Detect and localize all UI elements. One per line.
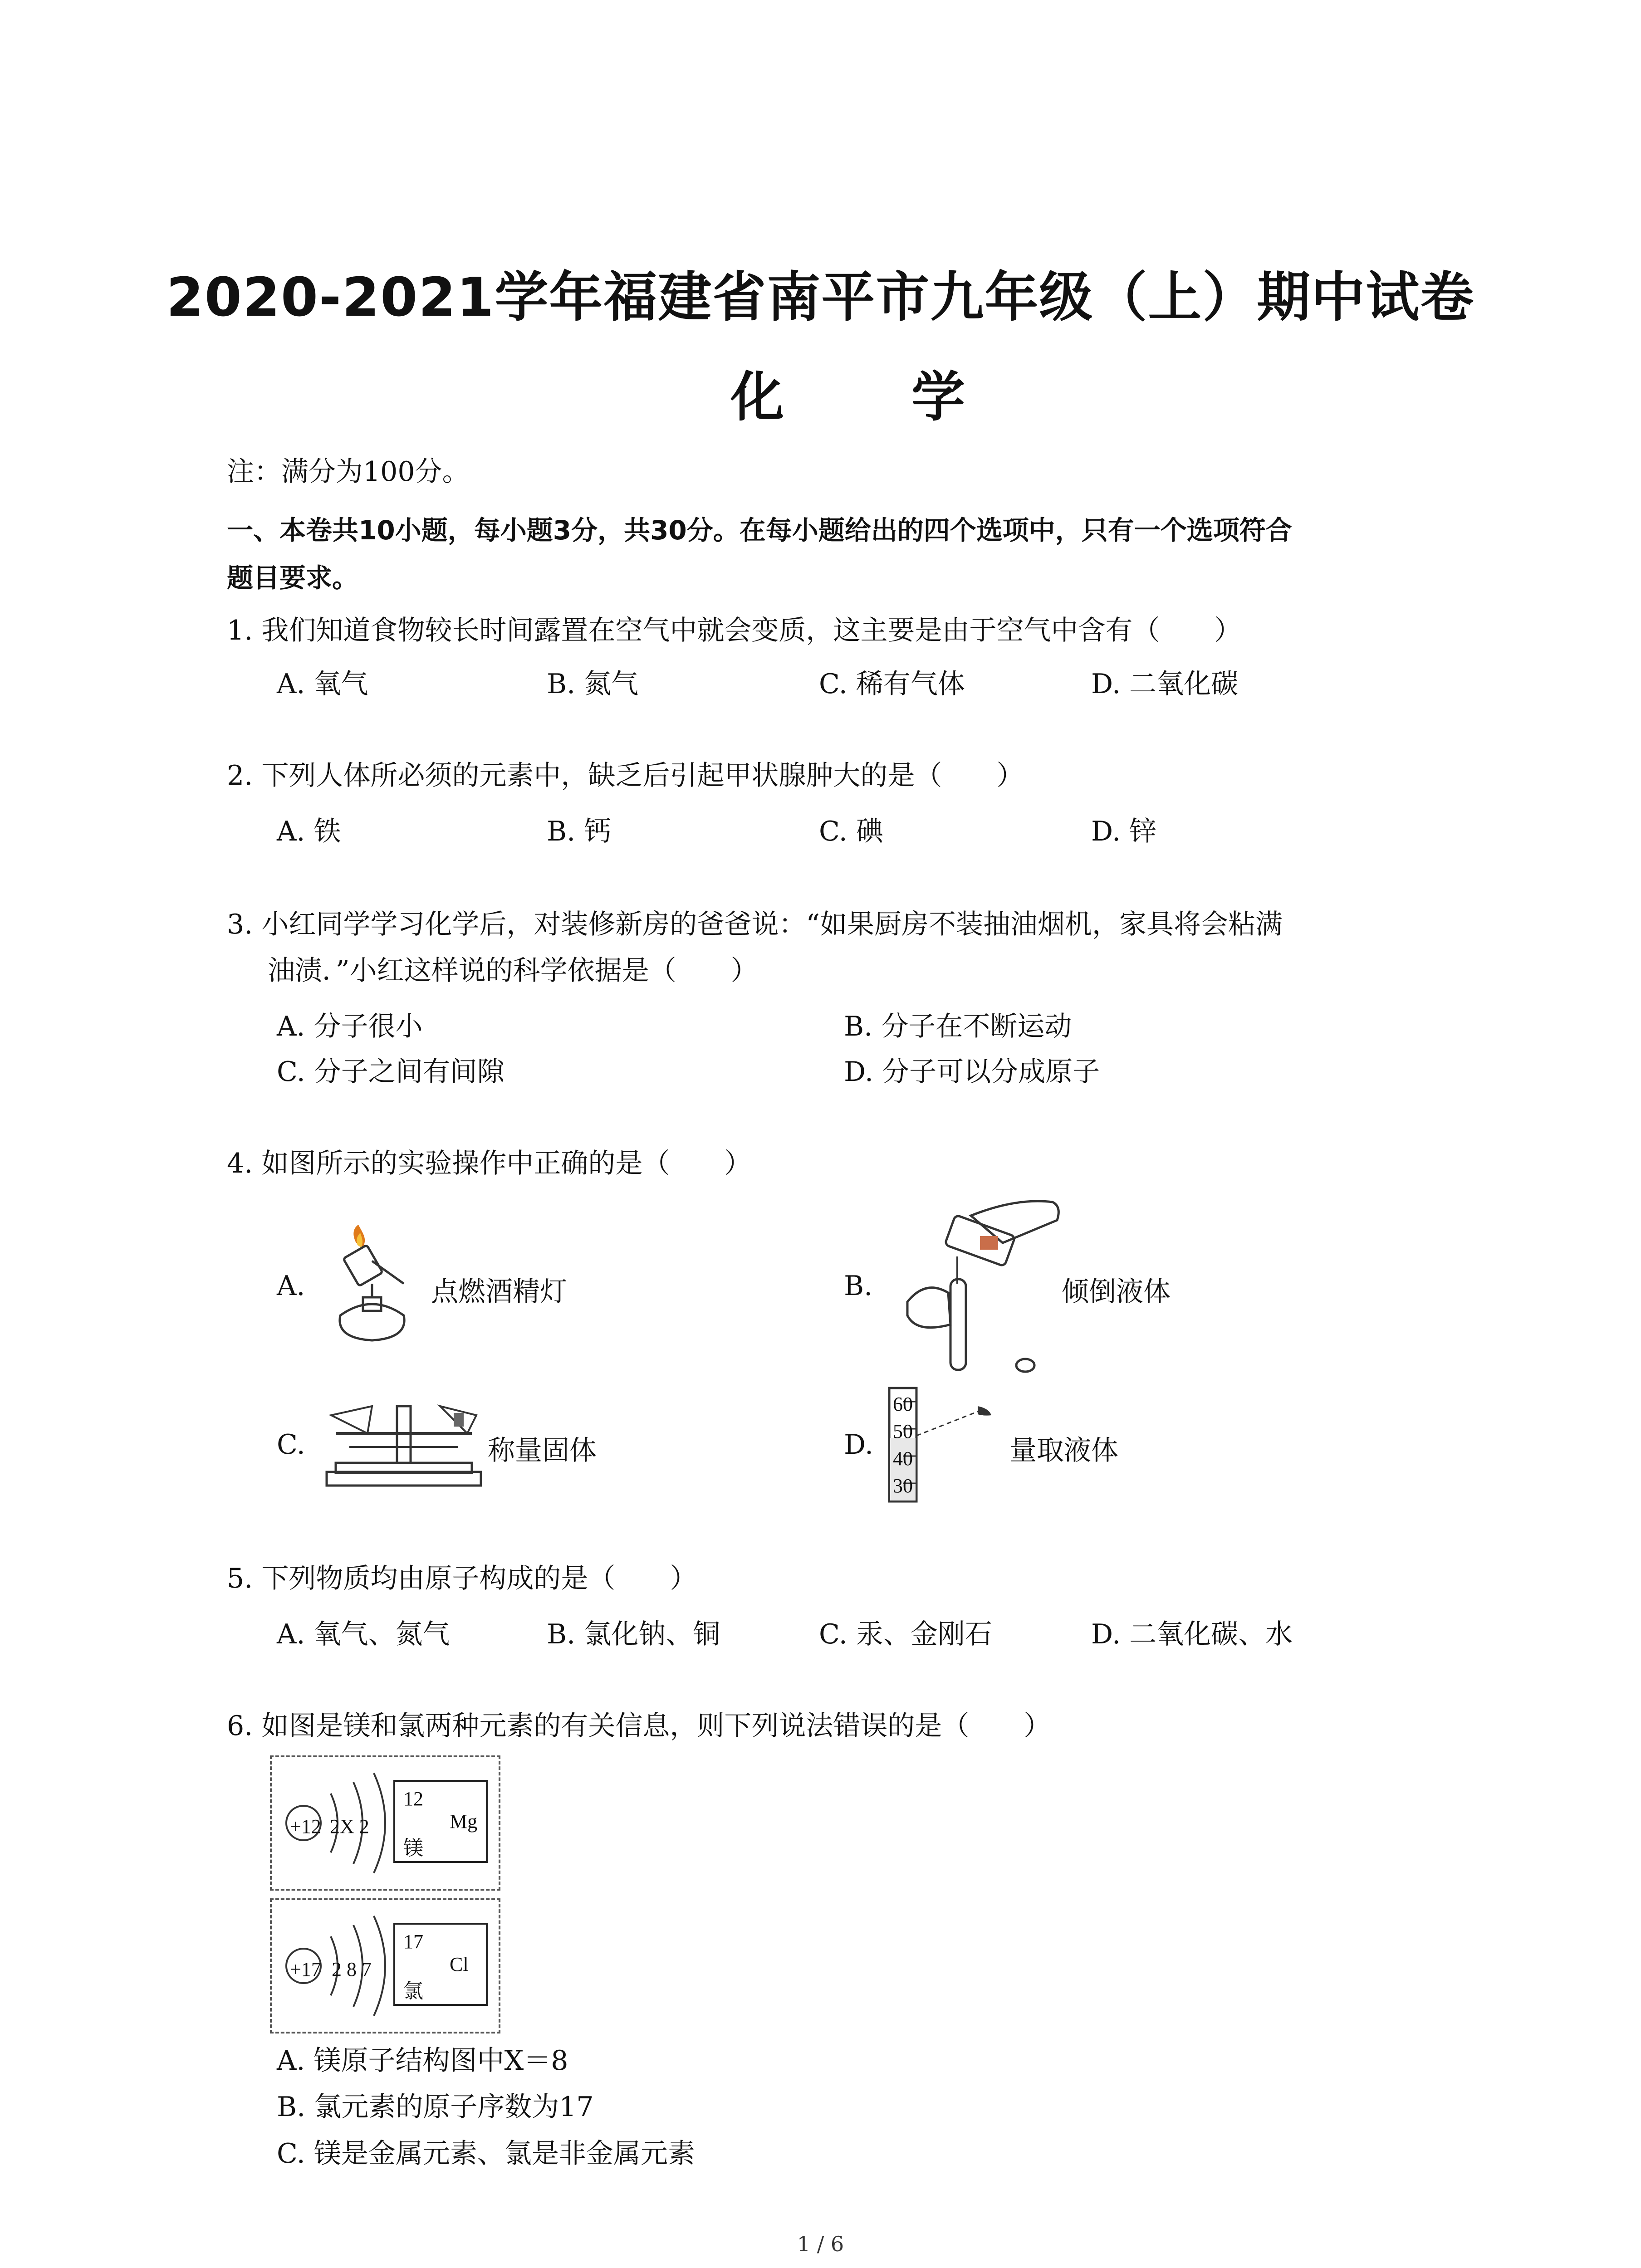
q5-option-a: A. 氧气、氮气: [277, 1618, 450, 1650]
cylinder-tick-50: 50: [893, 1420, 913, 1442]
q2-option-c: C. 碘: [819, 816, 883, 847]
cl-atomic-number: 17: [403, 1931, 423, 1953]
cl-element-symbol: Cl: [450, 1953, 469, 1975]
mg-element-symbol: Mg: [450, 1810, 478, 1833]
cl-nucleus-charge: +17: [290, 1958, 321, 1980]
score-note: 注：满分为100分。: [227, 456, 470, 488]
cl-electron-shells: 2 8 7: [332, 1958, 372, 1980]
section-heading-line1: 一、本卷共10小题，每小题3分，共30分。在每小题给出的四个选项中，只有一个选项符合: [227, 515, 1292, 546]
mg-element-cell: [393, 1780, 488, 1863]
q2-option-d: D. 锌: [1091, 816, 1157, 847]
chlorine-info-box: [270, 1898, 500, 2033]
q6-option-b: B. 氯元素的原子序数为17: [277, 2091, 594, 2123]
magnesium-info-box: [270, 1755, 500, 1891]
q1-option-d: D. 二氧化碳: [1091, 668, 1239, 700]
q4-stem: 4. 如图所示的实验操作中正确的是（ ）: [227, 1148, 752, 1179]
q5-option-b: B. 氯化钠、铜: [547, 1618, 720, 1650]
q2-option-b: B. 钙: [547, 816, 612, 847]
cl-element-name: 氯: [403, 1980, 423, 2002]
q4-option-c-label: 称量固体: [488, 1435, 597, 1466]
q1-option-c: C. 稀有气体: [819, 668, 965, 700]
q3-stem-line2: 油渍．”小红这样说的科学依据是（ ）: [268, 955, 758, 987]
mg-electron-shells: 2X 2: [330, 1815, 369, 1838]
q4-option-b-letter: B.: [844, 1270, 873, 1302]
q5-stem: 5. 下列物质均由原子构成的是（ ）: [227, 1563, 697, 1594]
mg-element-name: 镁: [403, 1837, 423, 1859]
page-title: 2020-2021学年福建省南平市九年级（上）期中试卷: [166, 266, 1475, 328]
q2-option-a: A. 铁: [277, 816, 341, 847]
q2-stem: 2. 下列人体所必须的元素中，缺乏后引起甲状腺肿大的是（ ）: [227, 760, 1024, 792]
q6-stem: 6. 如图是镁和氯两种元素的有关信息，则下列说法错误的是（ ）: [227, 1710, 1051, 1742]
q3-option-a: A. 分子很小: [277, 1011, 423, 1042]
q4-option-a-label: 点燃酒精灯: [431, 1276, 567, 1308]
q3-stem-line1: 3. 小红同学学习化学后，对装修新房的爸爸说：“如果厨房不装抽油烟机，家具将会粘满: [227, 909, 1283, 940]
q5-option-d: D. 二氧化碳、水: [1091, 1618, 1293, 1650]
q4-option-d-label: 量取液体: [1009, 1435, 1118, 1466]
q3-option-c: C. 分子之间有间隙: [277, 1056, 505, 1088]
q4-option-a-letter: A.: [277, 1270, 305, 1302]
subject-title: 化 学: [730, 366, 1020, 428]
cylinder-tick-40: 40: [893, 1447, 913, 1470]
section-heading-line2: 题目要求。: [227, 562, 359, 593]
balance-scale-icon: [318, 1388, 490, 1492]
cylinder-tick-30: 30: [893, 1475, 913, 1497]
q4-option-b-label: 倾倒液体: [1062, 1276, 1171, 1308]
q4-option-c-letter: C.: [277, 1429, 305, 1461]
mg-atomic-number: 12: [403, 1788, 423, 1810]
alcohol-lamp-lighting-icon: [313, 1225, 431, 1347]
cylinder-tick-60: 60: [893, 1393, 913, 1415]
page-number: 1 / 6: [797, 2232, 844, 2256]
cl-element-cell: [393, 1923, 488, 2006]
q3-option-d: D. 分子可以分成原子: [844, 1056, 1100, 1088]
q1-stem: 1. 我们知道食物较长时间露置在空气中就会变质，这主要是由于空气中含有（ ）: [227, 615, 1242, 646]
q6-option-c: C. 镁是金属元素、氯是非金属元素: [277, 2138, 695, 2170]
q1-option-a: A. 氧气: [277, 668, 368, 700]
q6-option-a: A. 镁原子结构图中X＝8: [277, 2045, 568, 2077]
q4-option-d-letter: D.: [844, 1429, 874, 1461]
mg-nucleus-charge: +12: [290, 1815, 321, 1838]
q5-option-c: C. 汞、金刚石: [819, 1618, 992, 1650]
q3-option-b: B. 分子在不断运动: [844, 1011, 1072, 1042]
q1-option-b: B. 氮气: [547, 668, 639, 700]
